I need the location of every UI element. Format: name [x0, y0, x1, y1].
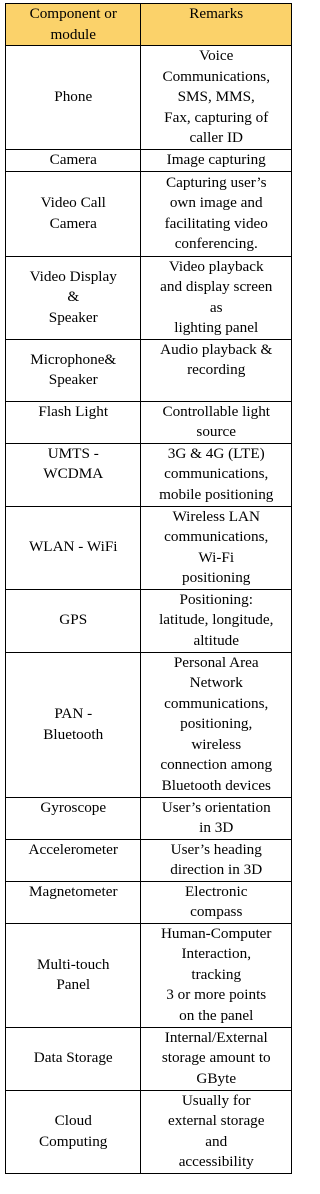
component-cell: Video Call Camera: [6, 171, 141, 256]
header-row: [6, 4, 292, 46]
remarks-cell: Internal/External storage amount to GByte: [141, 1027, 292, 1090]
remarks-cell: Personal Area Network communications, positioning, wireless connection among Bluetooth devices: [141, 652, 292, 797]
table-row: [6, 797, 292, 839]
header-remarks: Remarks: [141, 4, 292, 46]
table-row: [6, 839, 292, 881]
table-row: [6, 923, 292, 1027]
component-cell: Phone: [6, 46, 141, 150]
table-row: [6, 256, 292, 339]
component-cell: Magnetometer: [6, 881, 141, 923]
table-row: [6, 171, 292, 256]
remarks-cell: Video playback and display screen as lighting panel: [141, 256, 292, 339]
component-cell: Multi-touch Panel: [6, 923, 141, 1027]
table-row: [6, 589, 292, 652]
component-table: [5, 3, 292, 1174]
component-cell: Video Display & Speaker: [6, 256, 141, 339]
component-cell: GPS: [6, 589, 141, 652]
component-cell: Camera: [6, 149, 141, 171]
component-cell: Flash Light: [6, 401, 141, 443]
table-row: [6, 1090, 292, 1173]
header-component: Component or module: [6, 4, 141, 46]
remarks-cell: User’s heading direction in 3D: [141, 839, 292, 881]
remarks-cell: Audio playback & recording: [141, 339, 292, 401]
component-cell: Accelerometer: [6, 839, 141, 881]
remarks-cell: Voice Communications, SMS, MMS, Fax, capturing of caller ID: [141, 46, 292, 150]
remarks-cell: Positioning: latitude, longitude, altitude: [141, 589, 292, 652]
table-row: [6, 881, 292, 923]
component-cell: Gyroscope: [6, 797, 141, 839]
remarks-cell: Wireless LAN communications, Wi-Fi positioning: [141, 506, 292, 589]
component-cell: UMTS - WCDMA: [6, 443, 141, 506]
remarks-cell: Usually for external storage and accessibility: [141, 1090, 292, 1173]
table-row: [6, 652, 292, 797]
component-cell: Microphone& Speaker: [6, 339, 141, 401]
component-cell: Data Storage: [6, 1027, 141, 1090]
remarks-cell: Human-Computer Interaction, tracking 3 or more points on the panel: [141, 923, 292, 1027]
remarks-cell: Controllable light source: [141, 401, 292, 443]
table-row: [6, 339, 292, 401]
component-cell: WLAN - WiFi: [6, 506, 141, 589]
remarks-cell: Electronic compass: [141, 881, 292, 923]
table-row: [6, 46, 292, 150]
component-cell: PAN - Bluetooth: [6, 652, 141, 797]
remarks-cell: 3G & 4G (LTE) communications, mobile positioning: [141, 443, 292, 506]
remarks-cell: Image capturing: [141, 149, 292, 171]
table-row: [6, 443, 292, 506]
table-row: [6, 1027, 292, 1090]
table-row: [6, 149, 292, 171]
remarks-cell: Capturing user’s own image and facilitating video conferencing.: [141, 171, 292, 256]
component-cell: Cloud Computing: [6, 1090, 141, 1173]
table-row: [6, 401, 292, 443]
remarks-cell: User’s orientation in 3D: [141, 797, 292, 839]
table-row: [6, 506, 292, 589]
